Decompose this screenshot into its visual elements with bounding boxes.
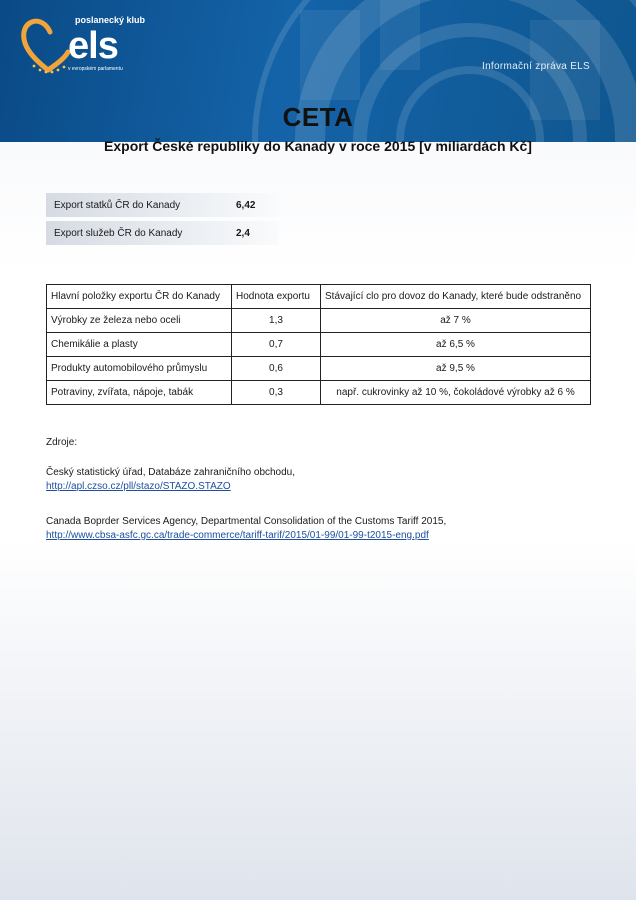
summary-value: 6,42 [236,199,256,211]
table-cell-value: 0,6 [232,357,321,381]
table-cell-tariff: až 7 % [321,309,591,333]
table-row [47,309,591,333]
table-row [47,357,591,381]
summary-value: 2,4 [236,227,250,239]
source-link[interactable]: http://www.cbsa-asfc.gc.ca/trade-commerce/tariff-tarif/2015/01-99/01-99-t2015-eng.pdf [46,530,429,541]
sources-section [46,436,446,543]
column-header-item: Hlavní položky exportu ČR do Kanady [47,285,232,309]
table-header-row [47,285,591,309]
export-summary [46,193,279,249]
summary-row-services [46,221,279,245]
column-header-tariff: Stávající clo pro dovoz do Kanady, které bude odstraněno [321,285,591,309]
table-cell-item: Chemikálie a plasty [47,333,232,357]
report-label: Informační zpráva ELS [481,61,590,72]
logo-top-text: poslanecký klub [75,15,146,25]
table-cell-tariff: např. cukrovinky až 10 %, čokoládové výrobky až 6 % [321,381,591,405]
table-cell-value: 0,7 [232,333,321,357]
table-cell-value: 0,3 [232,381,321,405]
table-cell-item: Potraviny, zvířata, nápoje, tabák [47,381,232,405]
table-cell-item: Produkty automobilového průmyslu [47,357,232,381]
source-text: Canada Boprder Services Agency, Departmental Consolidation of the Customs Tariff 2015, [46,516,447,527]
logo-sub-text: v evropském parlamentu [68,66,123,72]
table-cell-value: 1,3 [232,309,321,333]
source-text: Český statistický úřad, Databáze zahraničního obchodu, [46,467,296,478]
export-table [46,284,591,405]
source-link[interactable]: http://apl.czso.cz/pll/stazo/STAZO.STAZO [46,481,231,492]
summary-row-goods [46,193,279,217]
column-header-value: Hodnota exportu [232,285,321,309]
page-title: CETA [282,102,354,132]
summary-label: Export statků ČR do Kanady [54,199,181,211]
table-cell-item: Výrobky ze železa nebo oceli [47,309,232,333]
table-row [47,381,591,405]
table-row [47,333,591,357]
sources-heading: Zdroje: [46,437,78,448]
logo-main-text: els [68,25,118,67]
els-logo[interactable] [20,12,146,76]
table-cell-tariff: až 6,5 % [321,333,591,357]
page-subtitle: Export České republiky do Kanady v roce 2015 [v miliardách Kč] [104,138,532,154]
summary-label: Export služeb ČR do Kanady [54,227,183,239]
table-cell-tariff: až 9,5 % [321,357,591,381]
